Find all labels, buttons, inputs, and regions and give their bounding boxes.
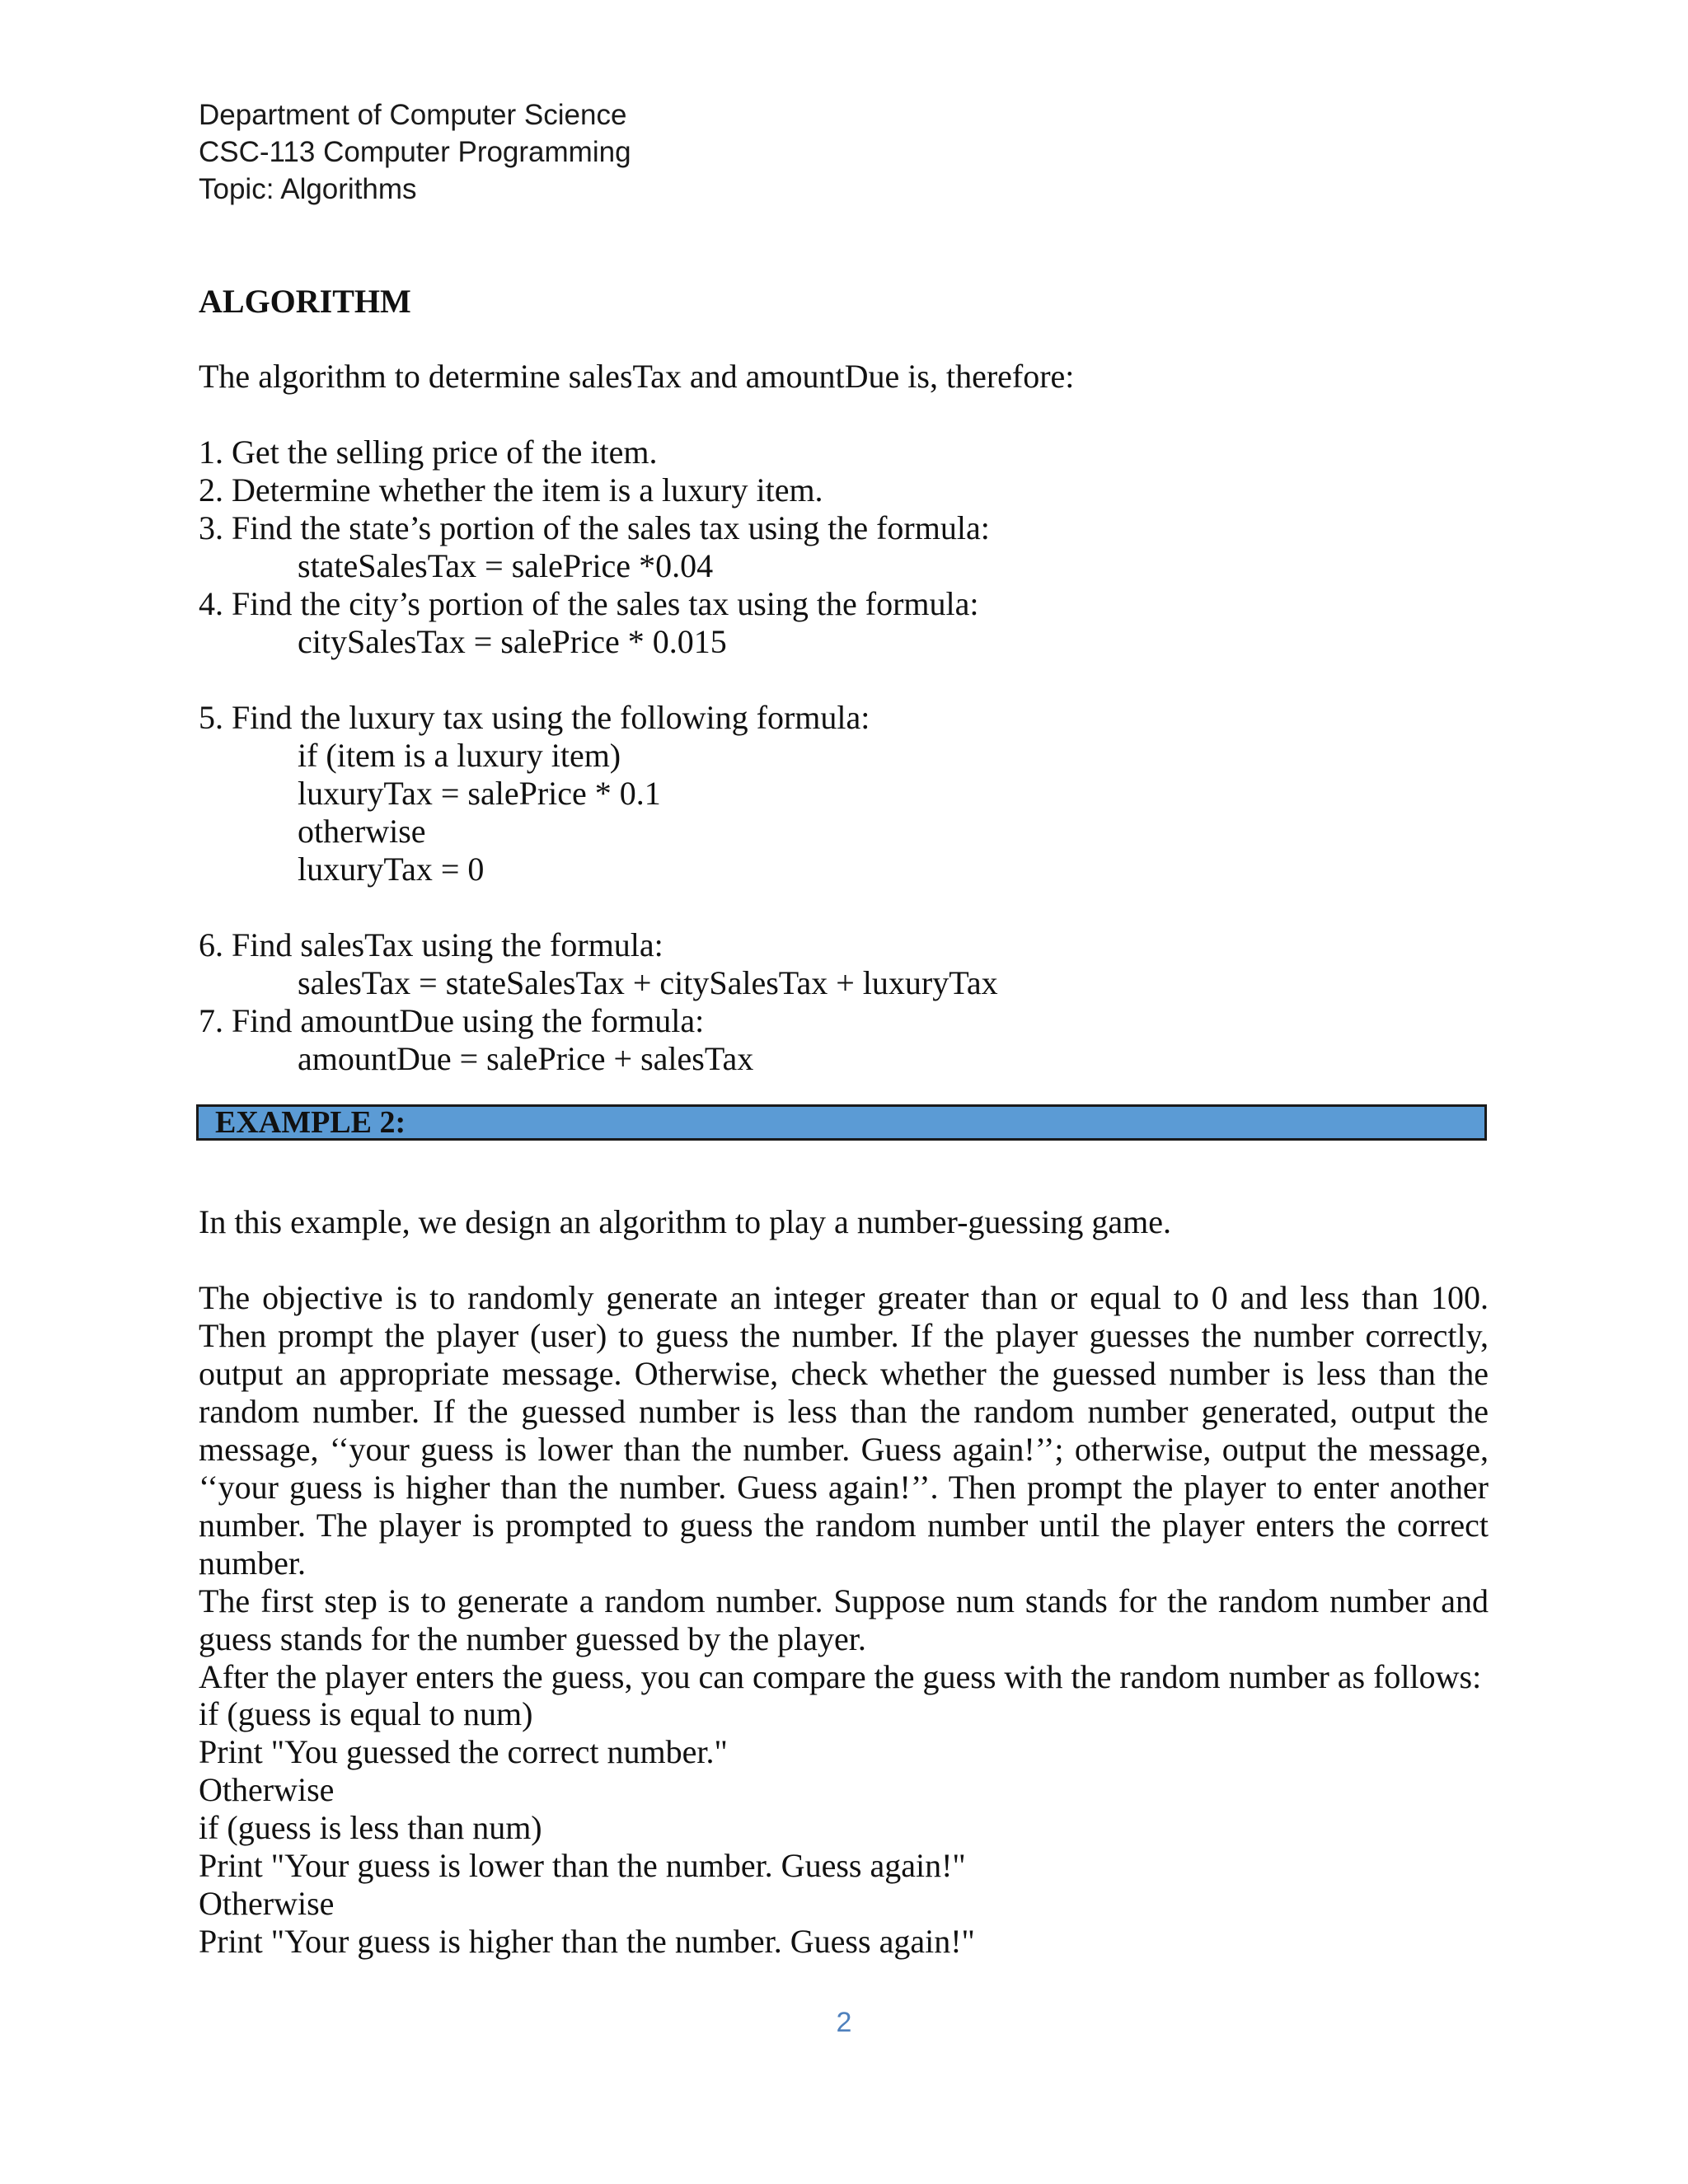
pseudocode-block <box>199 1695 975 1961</box>
step-5-otherwise: otherwise <box>298 813 426 850</box>
compare-paragraph: After the player enters the guess, you can compare the guess with the random number as follows: <box>199 1658 1482 1695</box>
pseudocode-line: Otherwise <box>199 1885 335 1922</box>
example-2-banner: EXAMPLE 2: <box>196 1104 1487 1141</box>
step-5-else: luxuryTax = 0 <box>298 851 485 888</box>
pseudocode-line: if (guess is equal to num) <box>199 1695 533 1732</box>
section-heading: ALGORITHM <box>199 283 411 320</box>
example-intro: In this example, we design an algorithm to play a number-guessing game. <box>199 1203 1172 1240</box>
objective-paragraph: The objective is to randomly generate an integer greater than or equal to 0 and less than 100. Then prompt the player (user) to guess the number. If the player guesses the number correctly, output an appropriate message. Otherwise, check whether the guessed number is less than the random number. If the guessed number is less than the random number generated, output the message, ‘‘your guess is lower than the number. Guess again!’’; otherwise, output the message, ‘‘your guess is higher than the number. Guess again!’’. Then prompt the player to enter another number. The player is prompted to guess the random number until the player enters the correct number. <box>199 1279 1489 1582</box>
algorithm-intro: The algorithm to determine salesTax and amountDue is, therefore: <box>199 358 1075 395</box>
step-6-formula: salesTax = stateSalesTax + citySalesTax + luxuryTax <box>298 964 998 1001</box>
first-step-paragraph: The first step is to generate a random number. Suppose num stands for the random number and guess stands for the number guessed by the player. <box>199 1582 1489 1657</box>
course-line: CSC-113 Computer Programming <box>199 136 631 168</box>
pseudocode-line: Print "Your guess is higher than the number. Guess again!" <box>199 1923 975 1960</box>
topic-line: Topic: Algorithms <box>199 173 417 205</box>
page-number: 2 <box>836 2007 852 2038</box>
spacer <box>199 888 998 926</box>
pseudocode-line: Print "Your guess is lower than the number. Guess again!" <box>199 1847 966 1884</box>
step-4-formula: citySalesTax = salePrice * 0.015 <box>298 623 727 660</box>
step-6: 6. Find salesTax using the formula: <box>199 926 663 963</box>
step-7-formula: amountDue = salePrice + salesTax <box>298 1040 754 1077</box>
step-1: 1. Get the selling price of the item. <box>199 434 658 471</box>
algorithm-steps <box>199 434 998 1078</box>
pseudocode-line: Print "You guessed the correct number." <box>199 1733 728 1770</box>
pseudocode-line: Otherwise <box>199 1771 335 1808</box>
step-4: 4. Find the city’s portion of the sales tax using the formula: <box>199 585 979 622</box>
document-header <box>199 96 631 208</box>
pseudocode-line: if (guess is less than num) <box>199 1809 542 1846</box>
spacer <box>199 661 998 699</box>
step-5: 5. Find the luxury tax using the following formula: <box>199 699 870 736</box>
department-line: Department of Computer Science <box>199 99 627 131</box>
step-2: 2. Determine whether the item is a luxury item. <box>199 471 823 509</box>
step-5-if: if (item is a luxury item) <box>298 737 621 774</box>
step-5-then: luxuryTax = salePrice * 0.1 <box>298 775 661 812</box>
step-3-formula: stateSalesTax = salePrice *0.04 <box>298 547 714 584</box>
step-7: 7. Find amountDue using the formula: <box>199 1002 705 1039</box>
step-3: 3. Find the state’s portion of the sales tax using the formula: <box>199 509 990 546</box>
example-body <box>199 1279 1489 1696</box>
